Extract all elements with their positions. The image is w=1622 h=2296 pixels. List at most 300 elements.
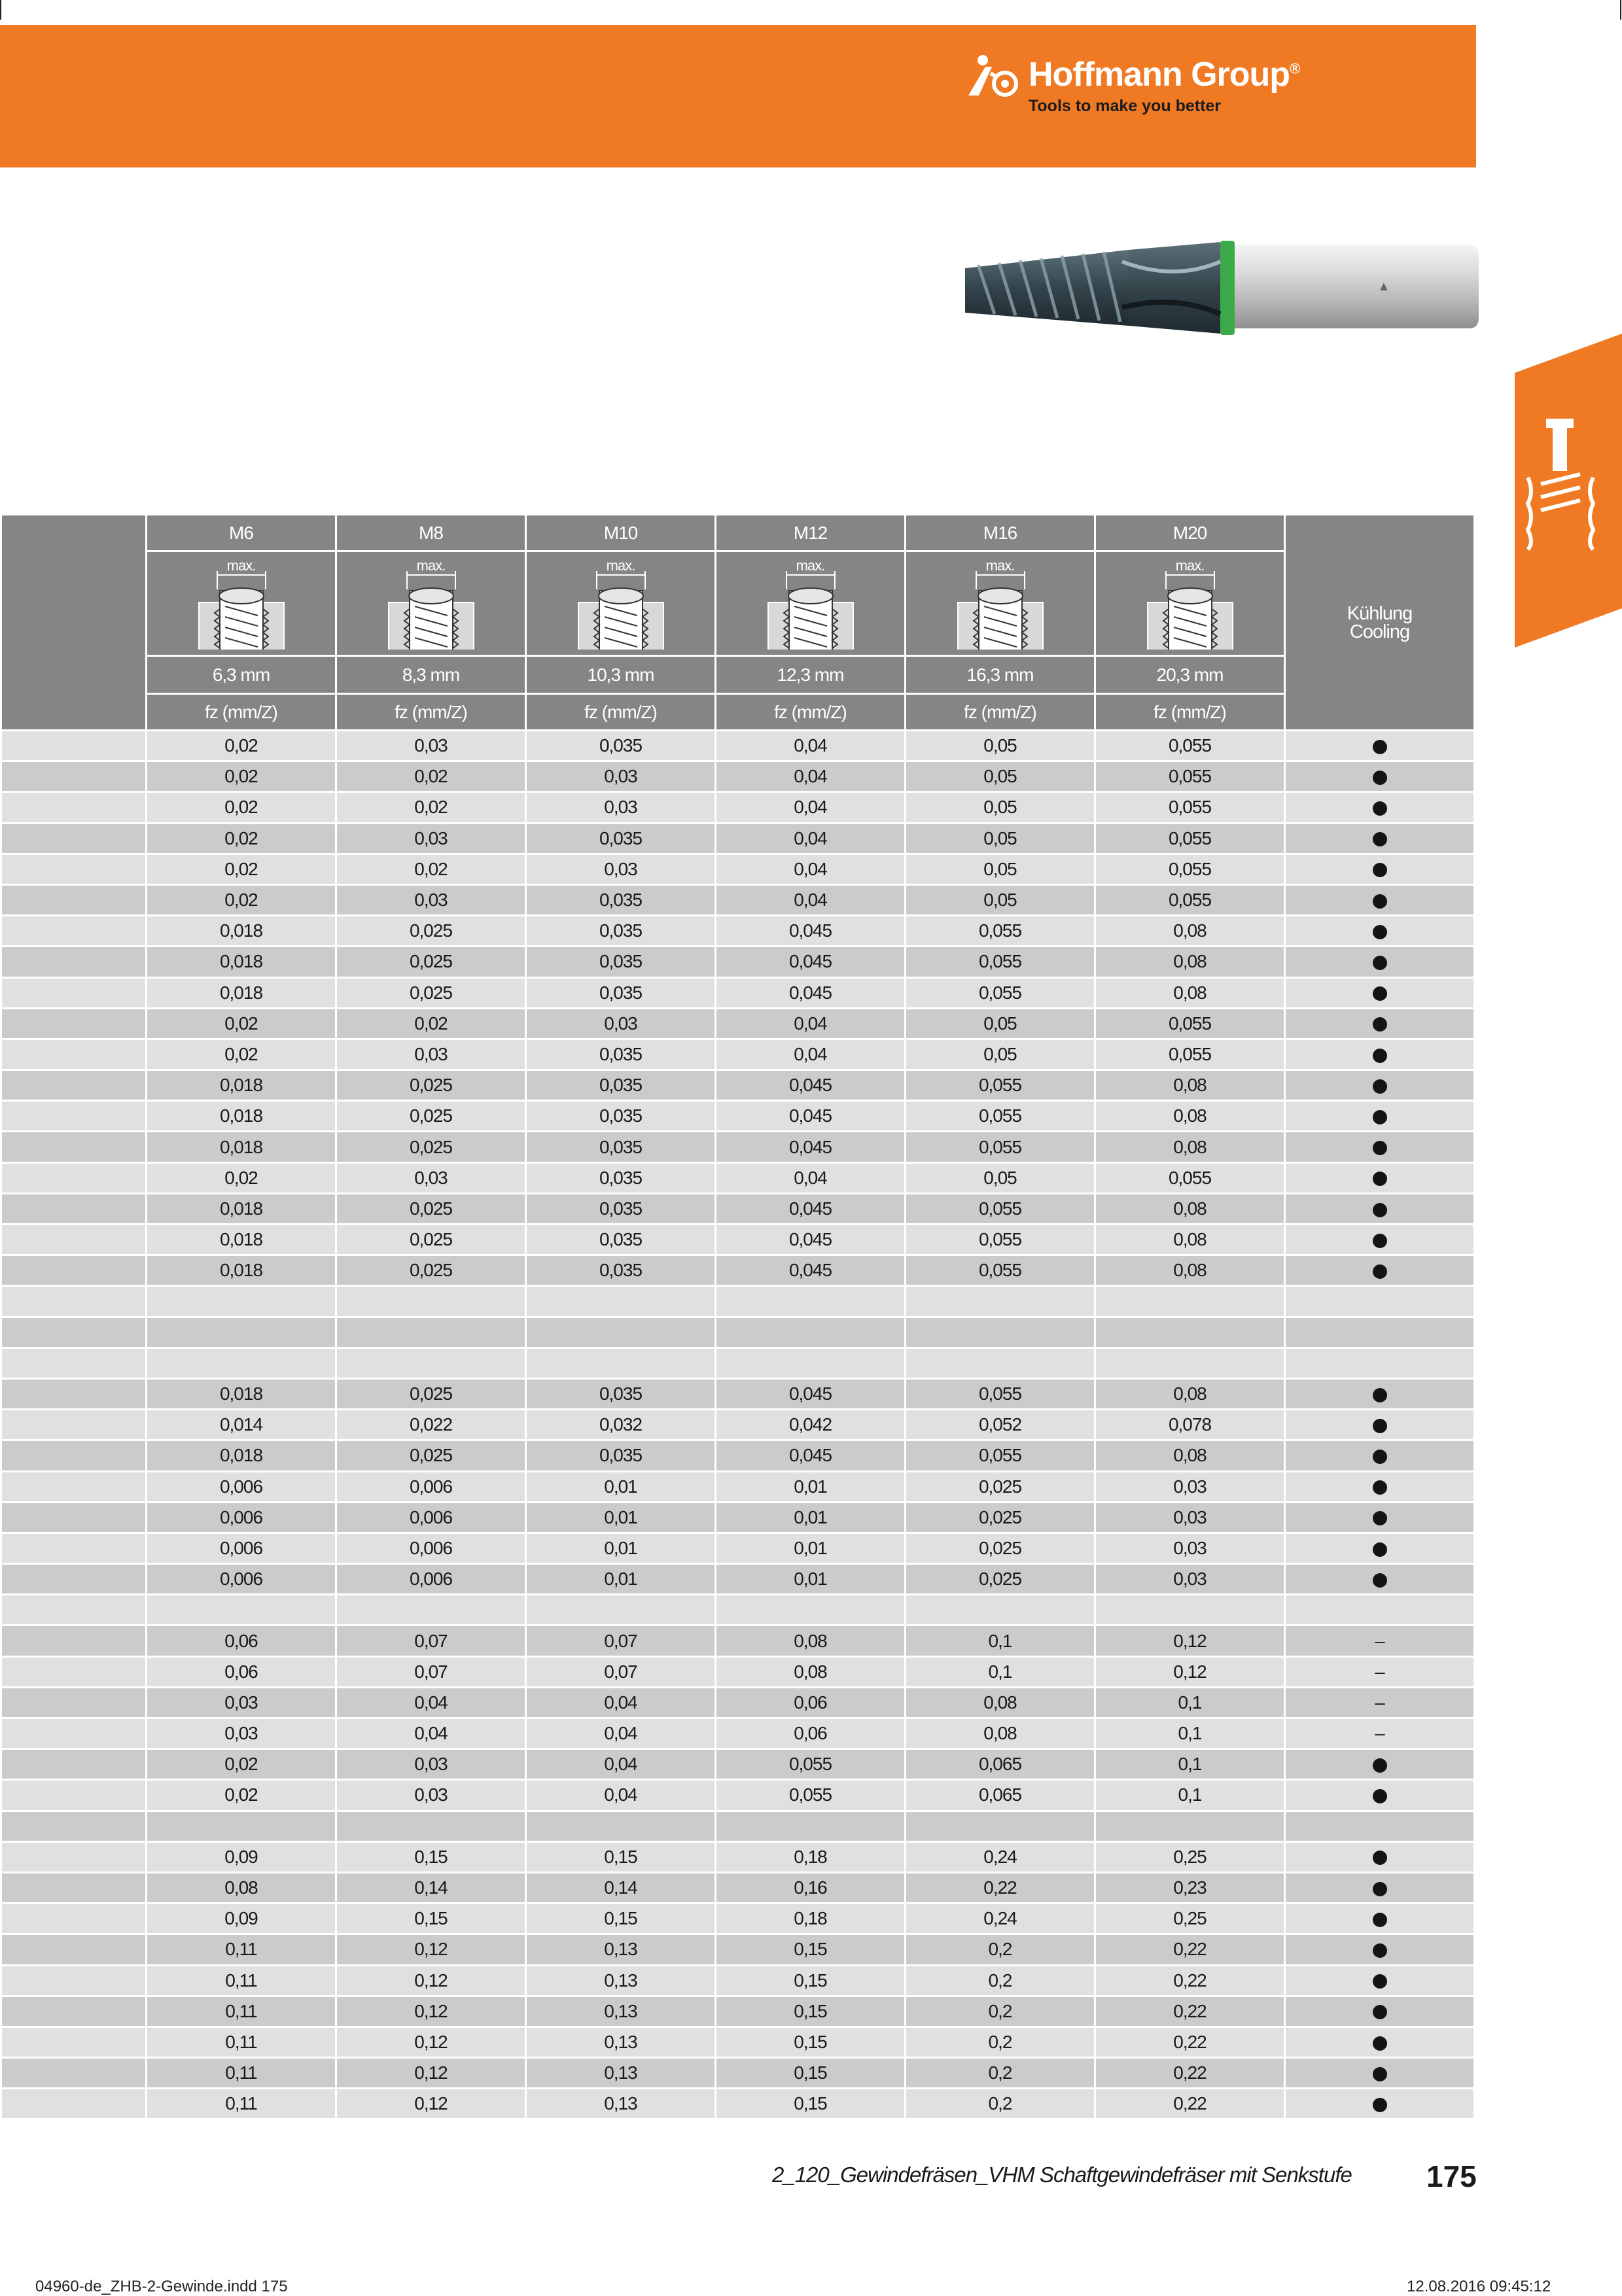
feed-value-cell: 0,018	[147, 1101, 336, 1132]
feed-value-cell: 0,02	[147, 761, 336, 792]
material-cell	[1, 1872, 147, 1903]
cooling-indicator: –	[1285, 1718, 1475, 1749]
feed-value-cell	[906, 1811, 1095, 1841]
max-depth-cell: 20,3 mm	[1095, 656, 1285, 694]
material-cell	[1, 1904, 147, 1934]
feed-value-cell: 0,2	[906, 2058, 1095, 2089]
feed-value-cell: 0,08	[1095, 977, 1285, 1008]
table-row	[1, 731, 1475, 761]
feed-value-cell: 0,06	[147, 1626, 336, 1656]
feed-value-cell: 0,025	[906, 1533, 1095, 1563]
hoffmann-logo-icon	[966, 54, 1025, 99]
max-depth-row	[1, 656, 1475, 694]
feed-value-cell	[336, 1286, 526, 1317]
feed-value-cell: 0,11	[147, 2089, 336, 2119]
feed-value-cell: 0,02	[336, 854, 526, 884]
feed-value-cell: 0,042	[716, 1410, 906, 1440]
feed-value-cell	[906, 1348, 1095, 1378]
feed-value-cell: 0,08	[716, 1626, 906, 1656]
feed-value-cell: 0,04	[716, 823, 906, 854]
feed-value-cell: 0,11	[147, 2058, 336, 2089]
cooling-dot-icon	[1373, 1511, 1387, 1525]
feed-value-cell: 0,03	[1095, 1533, 1285, 1563]
feed-value-cell: 0,055	[906, 1193, 1095, 1224]
feed-value-cell: 0,035	[526, 1378, 716, 1409]
feed-value-cell	[336, 1811, 526, 1841]
designation-header	[1, 515, 147, 731]
feed-value-cell	[716, 1286, 906, 1317]
feed-value-cell: 0,12	[336, 1965, 526, 1996]
cooling-label-de: Kühlung	[1347, 602, 1413, 624]
cooling-dot-icon	[1373, 1851, 1387, 1865]
feed-value-cell: 0,035	[526, 977, 716, 1008]
material-cell	[1, 1410, 147, 1440]
cooling-indicator	[1285, 1904, 1475, 1934]
cooling-indicator	[1285, 1780, 1475, 1811]
feed-value-cell: 0,14	[336, 1872, 526, 1903]
feed-unit-cell: fz (mm/Z)	[336, 694, 526, 731]
feed-value-cell: 0,04	[716, 1039, 906, 1070]
feed-value-cell: 0,045	[716, 1070, 906, 1101]
material-cell	[1, 2058, 147, 2089]
cooling-dot-icon	[1373, 1882, 1387, 1896]
cooling-dot-icon	[1373, 1542, 1387, 1557]
feed-value-cell: 0,13	[526, 1934, 716, 1965]
cooling-indicator	[1285, 1471, 1475, 1502]
feed-value-cell: 0,02	[336, 761, 526, 792]
feed-value-cell	[1095, 1348, 1285, 1378]
feed-value-cell: 0,006	[147, 1471, 336, 1502]
feed-value-cell: 0,08	[1095, 1378, 1285, 1409]
material-cell	[1, 1656, 147, 1687]
material-cell	[1, 761, 147, 792]
feed-value-cell	[147, 1811, 336, 1841]
feed-value-cell: 0,025	[336, 1193, 526, 1224]
feed-value-cell: 0,025	[906, 1564, 1095, 1595]
cooling-indicator	[1285, 1564, 1475, 1595]
feed-value-cell: 0,055	[1095, 1039, 1285, 1070]
cooling-dot-icon	[1373, 1943, 1387, 1958]
feed-value-cell: 0,03	[1095, 1471, 1285, 1502]
material-cell	[1, 947, 147, 977]
feed-value-cell: 0,06	[716, 1687, 906, 1718]
feed-value-cell	[1095, 1811, 1285, 1841]
feed-value-cell: 0,07	[336, 1626, 526, 1656]
table-row	[1, 1872, 1475, 1903]
cooling-indicator	[1285, 1595, 1475, 1626]
feed-value-cell: 0,045	[716, 1225, 906, 1255]
feed-value-cell: 0,25	[1095, 1904, 1285, 1934]
feed-value-cell: 0,03	[336, 1039, 526, 1070]
max-depth-cell: 10,3 mm	[526, 656, 716, 694]
feed-value-cell: 0,15	[336, 1904, 526, 1934]
cooling-dot-icon	[1373, 2036, 1387, 2051]
feed-value-cell: 0,035	[526, 1101, 716, 1132]
table-row	[1, 1070, 1475, 1101]
cooling-dot-icon	[1373, 1480, 1387, 1495]
feed-value-cell: 0,055	[906, 1101, 1095, 1132]
cooling-dot-icon	[1373, 1758, 1387, 1773]
feed-value-cell: 0,018	[147, 947, 336, 977]
cooling-indicator	[1285, 2089, 1475, 2119]
table-row	[1, 1687, 1475, 1718]
cooling-indicator	[1285, 1410, 1475, 1440]
feed-value-cell	[1095, 1286, 1285, 1317]
feed-value-cell: 0,022	[336, 1410, 526, 1440]
table-row	[1, 977, 1475, 1008]
feed-value-cell: 0,22	[1095, 1965, 1285, 1996]
table-row	[1, 1502, 1475, 1533]
feed-value-cell: 0,08	[1095, 1132, 1285, 1162]
feed-value-cell: 0,035	[526, 1039, 716, 1070]
feed-value-cell: 0,15	[716, 1934, 906, 1965]
feed-value-cell: 0,02	[336, 792, 526, 823]
feed-value-cell: 0,05	[906, 731, 1095, 761]
cooling-indicator	[1285, 1996, 1475, 2026]
table-row	[1, 761, 1475, 792]
diagram-max-label: max.	[416, 557, 446, 574]
feed-value-cell: 0,055	[1095, 731, 1285, 761]
feed-value-cell: 0,12	[1095, 1656, 1285, 1687]
cooling-indicator	[1285, 1101, 1475, 1132]
feed-value-cell: 0,04	[716, 761, 906, 792]
feed-value-cell	[526, 1811, 716, 1841]
feed-value-cell	[1095, 1595, 1285, 1626]
thread-depth-diagram	[526, 551, 716, 656]
cooling-indicator	[1285, 1502, 1475, 1533]
feed-value-cell: 0,02	[147, 823, 336, 854]
cooling-dot-icon	[1373, 1172, 1387, 1186]
feed-value-cell: 0,035	[526, 1162, 716, 1193]
cooling-indicator	[1285, 947, 1475, 977]
thread-depth-diagram	[147, 551, 336, 656]
material-cell	[1, 2089, 147, 2119]
feed-value-cell: 0,018	[147, 1225, 336, 1255]
feed-value-cell: 0,14	[526, 1872, 716, 1903]
slug-timestamp: 12.08.2016 09:45:12	[1407, 2278, 1551, 2295]
table-row	[1, 1440, 1475, 1471]
material-cell	[1, 1255, 147, 1286]
cooling-indicator	[1285, 1965, 1475, 1996]
table-row	[1, 1626, 1475, 1656]
cooling-indicator	[1285, 1841, 1475, 1872]
feed-value-cell: 0,08	[1095, 1440, 1285, 1471]
feed-value-cell: 0,15	[336, 1841, 526, 1872]
feed-value-cell: 0,12	[1095, 1626, 1285, 1656]
feed-value-cell: 0,055	[906, 916, 1095, 947]
feed-value-cell: 0,055	[906, 1378, 1095, 1409]
table-row	[1, 1471, 1475, 1502]
feed-value-cell: 0,02	[147, 1162, 336, 1193]
feed-value-cell: 0,06	[147, 1656, 336, 1687]
cooling-dot-icon	[1373, 1110, 1387, 1124]
feed-value-cell: 0,13	[526, 2058, 716, 2089]
feed-value-cell: 0,035	[526, 884, 716, 915]
feed-value-cell: 0,15	[526, 1841, 716, 1872]
max-depth-cell: 12,3 mm	[716, 656, 906, 694]
cooling-header	[1285, 515, 1475, 731]
table-row	[1, 947, 1475, 977]
feed-value-cell: 0,04	[716, 731, 906, 761]
feed-value-cell: 0,07	[336, 1656, 526, 1687]
cooling-indicator	[1285, 1872, 1475, 1903]
table-row	[1, 884, 1475, 915]
cooling-indicator	[1285, 1286, 1475, 1317]
feed-value-cell: 0,018	[147, 977, 336, 1008]
feed-value-cell: 0,035	[526, 1193, 716, 1224]
feed-unit-cell: fz (mm/Z)	[1095, 694, 1285, 731]
svg-text:▲: ▲	[1377, 279, 1390, 294]
cooling-dot-icon	[1373, 1913, 1387, 1927]
feed-value-cell: 0,03	[147, 1687, 336, 1718]
feed-value-cell	[716, 1595, 906, 1626]
feed-value-cell: 0,25	[1095, 1841, 1285, 1872]
feed-value-cell	[716, 1811, 906, 1841]
feed-value-cell: 0,04	[336, 1687, 526, 1718]
size-header-m10: M10	[526, 515, 716, 551]
feed-value-cell: 0,04	[716, 1162, 906, 1193]
feed-value-cell: 0,05	[906, 792, 1095, 823]
feed-value-cell: 0,23	[1095, 1872, 1285, 1903]
feed-value-cell: 0,006	[336, 1533, 526, 1563]
feed-value-cell: 0,045	[716, 1255, 906, 1286]
cooling-dot-icon	[1373, 863, 1387, 877]
feed-value-cell: 0,018	[147, 1193, 336, 1224]
feed-value-cell: 0,055	[906, 1225, 1095, 1255]
feed-value-cell	[336, 1317, 526, 1348]
feed-value-cell: 0,04	[716, 884, 906, 915]
feed-value-cell: 0,025	[336, 1378, 526, 1409]
feed-value-cell: 0,2	[906, 1934, 1095, 1965]
feed-value-cell: 0,035	[526, 1070, 716, 1101]
feed-value-cell: 0,08	[906, 1687, 1095, 1718]
material-cell	[1, 1996, 147, 2026]
table-row	[1, 1410, 1475, 1440]
feed-value-cell: 0,018	[147, 1070, 336, 1101]
feed-value-cell: 0,006	[147, 1564, 336, 1595]
feed-value-cell	[906, 1286, 1095, 1317]
thread-mill-tool-image	[959, 235, 1482, 347]
feed-value-cell	[716, 1317, 906, 1348]
feed-value-cell: 0,035	[526, 1440, 716, 1471]
table-row	[1, 1162, 1475, 1193]
material-cell	[1, 792, 147, 823]
material-cell	[1, 1718, 147, 1749]
feed-value-cell: 0,13	[526, 2089, 716, 2119]
size-header-row	[1, 515, 1475, 551]
thread-depth-diagram-icon	[147, 563, 335, 650]
feed-value-cell: 0,035	[526, 1225, 716, 1255]
feed-value-cell: 0,02	[147, 1749, 336, 1780]
material-cell	[1, 1132, 147, 1162]
feed-unit-cell: fz (mm/Z)	[716, 694, 906, 731]
material-cell	[1, 1749, 147, 1780]
feed-value-cell: 0,24	[906, 1904, 1095, 1934]
material-cell	[1, 1162, 147, 1193]
cooling-dot-icon	[1373, 1419, 1387, 1433]
table-row	[1, 1348, 1475, 1378]
feed-value-cell: 0,08	[1095, 1070, 1285, 1101]
feed-value-cell: 0,05	[906, 761, 1095, 792]
feed-value-cell: 0,045	[716, 977, 906, 1008]
feed-value-cell: 0,09	[147, 1904, 336, 1934]
material-cell	[1, 977, 147, 1008]
cooling-dot-icon	[1373, 832, 1387, 846]
table-row	[1, 2026, 1475, 2057]
feed-value-cell: 0,1	[1095, 1687, 1285, 1718]
feed-value-cell: 0,04	[336, 1718, 526, 1749]
feed-value-cell: 0,03	[336, 1162, 526, 1193]
feed-value-cell: 0,08	[147, 1872, 336, 1903]
feed-value-cell: 0,055	[1095, 823, 1285, 854]
material-cell	[1, 1502, 147, 1533]
feed-value-cell: 0,055	[1095, 1162, 1285, 1193]
feed-value-cell: 0,07	[526, 1656, 716, 1687]
feed-value-cell: 0,065	[906, 1780, 1095, 1811]
cooling-dot-icon	[1373, 1141, 1387, 1155]
table-row	[1, 1193, 1475, 1224]
cooling-dot-icon	[1373, 740, 1387, 754]
cooling-dot-icon	[1373, 2067, 1387, 2081]
feed-value-cell: 0,22	[1095, 1934, 1285, 1965]
thread-depth-diagram	[716, 551, 906, 656]
cooling-indicator	[1285, 1348, 1475, 1378]
material-cell	[1, 1070, 147, 1101]
thread-depth-diagram-icon	[1096, 563, 1284, 650]
feed-value-cell: 0,22	[1095, 1996, 1285, 2026]
cooling-indicator	[1285, 1255, 1475, 1286]
cooling-indicator	[1285, 884, 1475, 915]
feed-rate-table	[0, 513, 1475, 2120]
table-row	[1, 1564, 1475, 1595]
feed-value-cell	[147, 1595, 336, 1626]
table-row	[1, 1965, 1475, 1996]
material-cell	[1, 1101, 147, 1132]
feed-value-cell: 0,15	[716, 2058, 906, 2089]
table-row	[1, 1780, 1475, 1811]
diagram-max-label: max.	[796, 557, 825, 574]
feed-value-cell: 0,055	[1095, 1008, 1285, 1039]
cooling-indicator	[1285, 1317, 1475, 1348]
size-header-m20: M20	[1095, 515, 1285, 551]
material-cell	[1, 1440, 147, 1471]
feed-value-cell: 0,025	[336, 1225, 526, 1255]
material-cell	[1, 1286, 147, 1317]
feed-value-cell: 0,055	[1095, 761, 1285, 792]
cooling-indicator	[1285, 1132, 1475, 1162]
feed-value-cell: 0,055	[1095, 854, 1285, 884]
material-cell	[1, 1626, 147, 1656]
table-body	[1, 731, 1475, 2119]
feed-value-cell: 0,025	[336, 977, 526, 1008]
table-row	[1, 1595, 1475, 1626]
feed-value-cell: 0,12	[336, 2058, 526, 2089]
feed-value-cell: 0,08	[1095, 1225, 1285, 1255]
feed-value-cell: 0,03	[1095, 1502, 1285, 1533]
cooling-indicator: –	[1285, 1656, 1475, 1687]
thread-depth-diagram-icon	[716, 563, 904, 650]
feed-value-cell: 0,055	[716, 1749, 906, 1780]
feed-value-cell: 0,05	[906, 1039, 1095, 1070]
feed-value-cell: 0,045	[716, 1378, 906, 1409]
cooling-dot-icon	[1373, 1264, 1387, 1279]
feed-value-cell: 0,03	[336, 823, 526, 854]
feed-value-cell: 0,025	[336, 947, 526, 977]
feed-value-cell: 0,24	[906, 1841, 1095, 1872]
feed-value-cell: 0,22	[1095, 2089, 1285, 2119]
feed-value-cell: 0,1	[1095, 1749, 1285, 1780]
feed-value-cell: 0,04	[526, 1687, 716, 1718]
feed-value-cell	[336, 1348, 526, 1378]
feed-value-cell: 0,032	[526, 1410, 716, 1440]
feed-value-cell: 0,11	[147, 2026, 336, 2057]
feed-value-cell: 0,01	[716, 1502, 906, 1533]
feed-value-cell: 0,08	[906, 1718, 1095, 1749]
material-cell	[1, 1965, 147, 1996]
diagram-max-label: max.	[226, 557, 256, 574]
material-cell	[1, 1378, 147, 1409]
feed-value-cell: 0,18	[716, 1841, 906, 1872]
feed-value-cell: 0,035	[526, 947, 716, 977]
cooling-dot-icon	[1373, 771, 1387, 785]
feed-value-cell: 0,006	[147, 1533, 336, 1563]
feed-value-cell	[336, 1595, 526, 1626]
cooling-dot-icon	[1373, 894, 1387, 909]
feed-value-cell: 0,2	[906, 2026, 1095, 2057]
feed-value-cell: 0,045	[716, 916, 906, 947]
feed-value-cell: 0,08	[716, 1656, 906, 1687]
cooling-indicator	[1285, 761, 1475, 792]
feed-value-cell: 0,2	[906, 1965, 1095, 1996]
cooling-dot-icon	[1373, 956, 1387, 970]
cooling-indicator	[1285, 916, 1475, 947]
feed-value-cell: 0,01	[716, 1471, 906, 1502]
feed-value-cell: 0,052	[906, 1410, 1095, 1440]
material-cell	[1, 1595, 147, 1626]
cooling-indicator	[1285, 1533, 1475, 1563]
feed-value-cell: 0,1	[1095, 1718, 1285, 1749]
table-row	[1, 1101, 1475, 1132]
feed-value-cell: 0,01	[716, 1533, 906, 1563]
cooling-indicator	[1285, 1162, 1475, 1193]
crop-mark	[1620, 0, 1621, 20]
header-band	[0, 25, 1476, 167]
feed-value-cell: 0,03	[526, 854, 716, 884]
diagram-max-label: max.	[606, 557, 635, 574]
size-header-m16: M16	[906, 515, 1095, 551]
feed-value-cell: 0,22	[1095, 2026, 1285, 2057]
cooling-indicator	[1285, 731, 1475, 761]
table-row	[1, 1841, 1475, 1872]
material-cell	[1, 1008, 147, 1039]
feed-value-cell: 0,01	[716, 1564, 906, 1595]
table-row	[1, 1132, 1475, 1162]
feed-value-cell	[147, 1286, 336, 1317]
feed-value-cell: 0,045	[716, 1440, 906, 1471]
feed-value-cell: 0,11	[147, 1934, 336, 1965]
feed-value-cell: 0,03	[336, 1780, 526, 1811]
material-cell	[1, 1225, 147, 1255]
feed-value-cell	[906, 1595, 1095, 1626]
material-cell	[1, 854, 147, 884]
feed-value-cell	[906, 1317, 1095, 1348]
feed-value-cell: 0,13	[526, 1965, 716, 1996]
feed-value-cell: 0,018	[147, 1132, 336, 1162]
cooling-dot-icon	[1373, 986, 1387, 1001]
feed-value-cell: 0,02	[336, 1008, 526, 1039]
feed-value-cell: 0,04	[526, 1749, 716, 1780]
feed-value-cell: 0,025	[906, 1502, 1095, 1533]
